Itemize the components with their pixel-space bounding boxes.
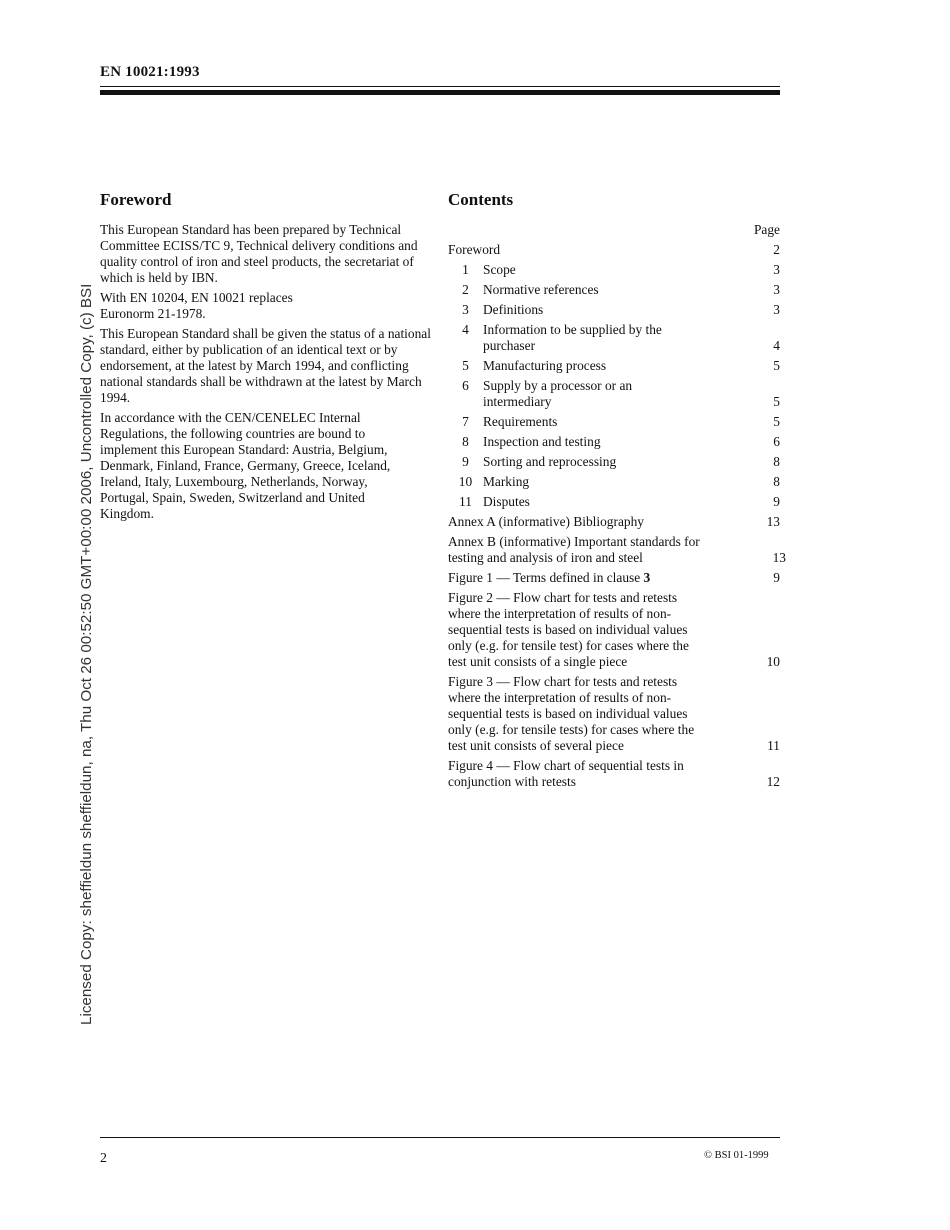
toc-entry[interactable] <box>448 534 786 566</box>
toc-entry-page: 8 <box>773 454 780 469</box>
foreword-paragraph: In accordance with the CEN/CENELEC Internal Regulations, the following countries are bound to implement this European Standard: Austria, Belgium, Denmark, Finland, France, Germany, Greece, Iceland, Ireland, Italy, Luxembourg, Netherlands, Norway, Portugal, Spain, Sweden, Switzerland and United Kingdom. <box>100 410 391 521</box>
toc-entry-title: Figure 1 — Terms defined in clause 3 <box>448 570 651 585</box>
toc-entry[interactable] <box>448 570 780 586</box>
toc-entry[interactable] <box>448 282 780 298</box>
toc-entry-clause-ref: 3 <box>643 570 651 585</box>
toc-entry-page: 8 <box>773 474 780 489</box>
toc-entry-title: Inspection and testing <box>483 434 601 449</box>
toc-entry-page: 2 <box>773 242 780 257</box>
toc-entry-page: 13 <box>766 514 780 529</box>
document-id: EN 10021:1993 <box>100 64 200 80</box>
toc-entry-title: Figure 3 — Flow chart for tests and retests where the interpretation of results of non-sequential tests is based on individual values only (e.g. for tensile tests) for cases where the test unit consists of several piece <box>448 674 695 753</box>
toc-entry-number: 4 <box>462 322 469 337</box>
toc-entry-number: 5 <box>462 358 469 373</box>
toc-entry-title: Requirements <box>483 414 558 429</box>
foreword-paragraph: With EN 10204, EN 10021 replaces Euronorm 21-1978. <box>100 290 293 321</box>
toc-entry-number: 2 <box>462 282 469 297</box>
toc-entry-number: 3 <box>462 302 469 317</box>
toc-entry[interactable] <box>448 674 780 754</box>
toc-entry-page: 5 <box>773 358 780 373</box>
toc-entry-page: 4 <box>773 338 780 353</box>
toc-entry-title: Sorting and reprocessing <box>483 454 617 469</box>
toc-entry-page: 3 <box>773 262 780 277</box>
toc-entry-title: Definitions <box>483 302 544 317</box>
toc-entry-title: Disputes <box>483 494 530 509</box>
toc-entry[interactable] <box>448 494 780 510</box>
toc-entry-page: 3 <box>773 282 780 297</box>
header-rule-thick <box>100 90 780 95</box>
toc-entry-page: 3 <box>773 302 780 317</box>
license-watermark: Licensed Copy: sheffieldun sheffieldun, na, Thu Oct 26 00:52:50 GMT+00:00 2006, Uncontrolled Copy, (c) BSI <box>78 283 95 1025</box>
toc-entry-number: 1 <box>462 262 469 277</box>
toc-entry-page: 10 <box>766 654 780 669</box>
toc-entry-page: 13 <box>772 550 786 565</box>
copyright: © BSI 01-1999 <box>704 1150 769 1161</box>
page-number: 2 <box>100 1151 107 1166</box>
contents-heading: Contents <box>448 190 514 209</box>
foreword-section <box>100 190 432 526</box>
toc-entry-page: 12 <box>766 774 780 789</box>
page-column-label: Page <box>753 222 780 237</box>
toc-entry-number: 7 <box>462 414 469 429</box>
toc-entry-title: Supply by a processor or an intermediary <box>483 378 633 409</box>
toc-entry-title: Scope <box>483 262 516 277</box>
toc-entry[interactable] <box>448 358 780 374</box>
toc-entry-title: Marking <box>483 474 530 489</box>
toc-entry-title: Normative references <box>483 282 599 297</box>
toc-entry-number: 8 <box>462 434 469 449</box>
toc-entry-title: Annex B (informative) Important standards for testing and analysis of iron and steel <box>448 534 700 565</box>
toc-entry-title: Information to be supplied by the purchaser <box>483 322 662 353</box>
foreword-paragraph: This European Standard shall be given the status of a national standard, either by publication of an identical text or by endorsement, at the latest by March 1994, and conflicting national standards shall be withdrawn at the latest by March 1994. <box>100 326 431 405</box>
toc-entry[interactable] <box>448 434 780 450</box>
foreword-heading: Foreword <box>100 190 172 209</box>
foreword-paragraph: This European Standard has been prepared by Technical Committee ECISS/TC 9, Technical delivery conditions and quality control of iron and steel products, the secretariat of which is held by IBN. <box>100 222 418 285</box>
toc-entry[interactable] <box>448 758 780 790</box>
toc-entry-page: 5 <box>773 394 780 409</box>
toc-entry-title: Manufacturing process <box>483 358 607 373</box>
toc-entry-title: Figure 2 — Flow chart for tests and retests where the interpretation of results of non-sequential tests is based on individual values only (e.g. for tensile test) for cases where the test unit consists of a single piece <box>448 590 689 669</box>
toc-entry[interactable] <box>448 302 780 318</box>
toc-entry-page: 11 <box>767 738 780 753</box>
toc-entry-title: Foreword <box>448 242 501 257</box>
toc-entry-number: 11 <box>459 494 472 509</box>
toc-list <box>448 242 786 790</box>
toc-entry[interactable] <box>448 514 780 530</box>
toc-entry-number: 9 <box>462 454 469 469</box>
toc-entry[interactable] <box>448 590 780 670</box>
header-rule-thin <box>100 86 780 87</box>
contents-section <box>448 190 786 794</box>
toc-entry[interactable] <box>448 242 780 258</box>
toc-entry[interactable] <box>448 474 780 490</box>
toc-entry-title: Annex A (informative) Bibliography <box>448 514 644 529</box>
footer-rule <box>100 1137 780 1138</box>
toc-entry[interactable] <box>448 454 780 470</box>
toc-entry[interactable] <box>448 322 780 354</box>
toc-entry-page: 6 <box>773 434 780 449</box>
toc-entry-title: Figure 4 — Flow chart of sequential tests in conjunction with retests <box>448 758 684 789</box>
toc-entry-page: 9 <box>773 570 780 585</box>
toc-entry[interactable] <box>448 414 780 430</box>
toc-entry[interactable] <box>448 378 780 410</box>
toc-entry-page: 9 <box>773 494 780 509</box>
toc-entry-page: 5 <box>773 414 780 429</box>
toc-entry-number: 10 <box>458 474 473 489</box>
toc-entry-number: 6 <box>462 378 469 393</box>
toc-entry[interactable] <box>448 262 780 278</box>
